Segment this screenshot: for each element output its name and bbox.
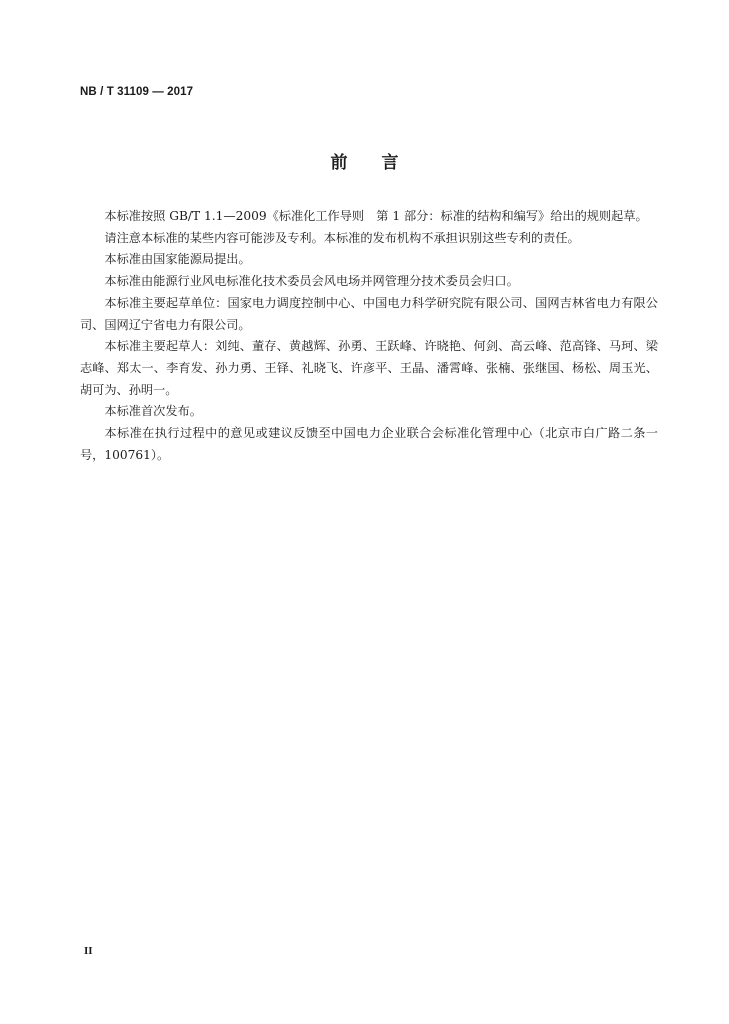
paragraph-administered-by: 本标准由能源行业风电标准化技术委员会风电场并网管理分技术委员会归口。	[104, 274, 519, 289]
paragraph-drafting-organizations: 本标准主要起草单位：国家电力调度控制中心、中国电力科学研究院有限公司、国网吉林省电力有限公司、国网辽宁省电力有限公司。	[80, 295, 658, 332]
paragraph-drafters: 本标准主要起草人：刘纯、董存、黄越辉、孙勇、王跃峰、许晓艳、何剑、高云峰、范高锋、马珂、梁志峰、郑太一、李育发、孙力勇、王铎、礼晓飞、许彦平、王晶、潘霄峰、张楠、张继国、杨松、周玉光、胡可为、孙明一。	[80, 339, 658, 397]
page-title: 前言	[330, 153, 433, 173]
paragraph-proposed-by: 本标准由国家能源局提出。	[104, 252, 251, 267]
standard-code: NB / T 31109 — 2017	[80, 86, 194, 98]
paragraph-feedback: 本标准在执行过程中的意见或建议反馈至中国电力企业联合会标准化管理中心（北京市白广路二条一号，100761）。	[80, 426, 658, 462]
page-number: II	[84, 945, 93, 957]
foreword-body	[80, 206, 658, 466]
paragraph-patent-notice: 请注意本标准的某些内容可能涉及专利。本标准的发布机构不承担识别这些专利的责任。	[104, 230, 580, 245]
paragraph-drafting-rules: 本标准按照 GB/T 1.1—2009《标准化工作导则 第 1 部分：标准的结构和编写》给出的规则起草。	[104, 209, 648, 223]
paragraph-first-release: 本标准首次发布。	[104, 404, 202, 419]
